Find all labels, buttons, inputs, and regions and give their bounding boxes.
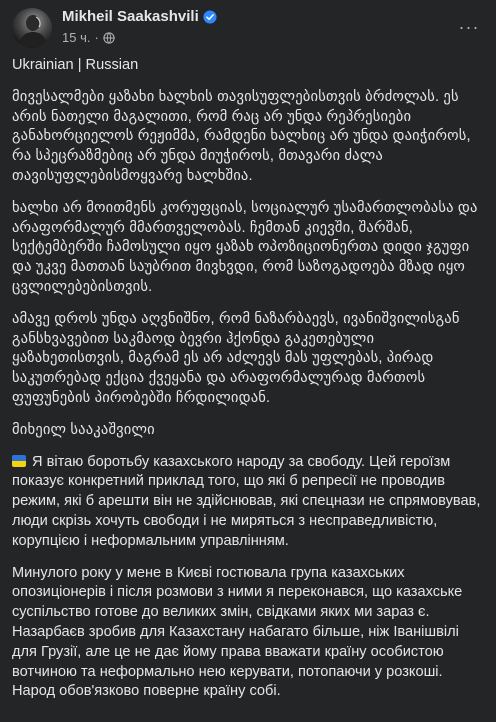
georgian-paragraph-1: მივესალმები ყაზახი ხალხის თავისუფლებისთვის ბრძოლას. ეს არის ნათელი მაგალითი, რომ რაც არ უნდა რეპრესიები განახორციელოს რეჟიმმა, რამდენი ხალხიც არ უნდა დაიჭიროს, რა სპეცრაზმებიც არ უნდა მიუჭიროს, მთავარი ძალა თავისუფლებისმოყვარე ხალხშია. <box>12 88 471 184</box>
ukrainian-paragraph-2: Минулого року у мене в Києві гостювала група казахських опозиціонерів і після розмови з ними я переконався, що казахське суспільство готове до великих змін, свідками яких ми зараз є. Назарбаєв зробив для Казахстану набагато більше, ніж Іванішвілі для Грузії, але це не дає йому права вважати країну особистою вотчиною та неформально нею керувати, потопаючи у розкоші. Народ обов'язково поверне країну собі. <box>12 564 463 700</box>
post-header <box>0 0 496 52</box>
post-text <box>0 52 496 702</box>
ukrainian-paragraph-1: Я вітаю боротьбу казахського народу за свободу. Цей героїзм показує конкретний приклад того, що які б репресії не проводив режим, які б арешти він не здійснював, які спецнази не спрямовував, люди скрізь хочуть свободи і не миряться з несправедливістю, корупцією і неформальним управлінням. <box>12 453 481 549</box>
translation-languages: Ukrainian | Russian <box>12 57 139 73</box>
georgian-paragraph-3: ამავე დროს უნდა აღვნიშნო, რომ ნაზარბაევს, ივანიშვილისგან განსხვავებით საკმაოდ ბევრი ჰქონდა გაკეთებული ყაზახეთისთვის, მაგრამ ეს არ აძლევს მას უფლებას, პირად საკუთრებად ექცია ქვეყანა და არაფორმალურად მართოს ფუფუნების პირობებში ჩრდილიდან. <box>12 310 460 406</box>
post-timestamp[interactable]: 15 ч. <box>62 30 91 45</box>
georgian-paragraph-2: ხალხი არ მოითმენს კორუფციას, სოციალურ უსამართლობასა და არაფორმალურ მმართველობას. ჩემთან კიევში, შარშან, სექტემბერში ჩამოსული იყო ყაზახ ოპოზიციონერთა დიდი ჯგუფი და უკვე მათთან საუბრით მივხვდი, რომ საზოგადოება მზად იყო ცვლილებებისთვის. <box>12 199 478 295</box>
author-name[interactable]: Mikheil Saakashvili <box>62 8 199 25</box>
ukraine-flag-icon <box>12 455 26 467</box>
verified-badge-icon <box>203 10 217 24</box>
avatar-silhouette-icon <box>12 8 52 48</box>
public-globe-icon[interactable] <box>103 32 115 44</box>
post-meta <box>62 30 115 45</box>
ukrainian-paragraph-1-wrap <box>12 453 484 552</box>
georgian-signature: მიხეილ სააკაშვილი <box>12 421 155 438</box>
author-avatar[interactable] <box>12 8 52 48</box>
more-options-button[interactable] <box>456 14 482 40</box>
meta-separator: · <box>94 30 99 45</box>
more-options-icon: ··· <box>458 16 480 37</box>
author-name-link[interactable] <box>62 8 217 25</box>
